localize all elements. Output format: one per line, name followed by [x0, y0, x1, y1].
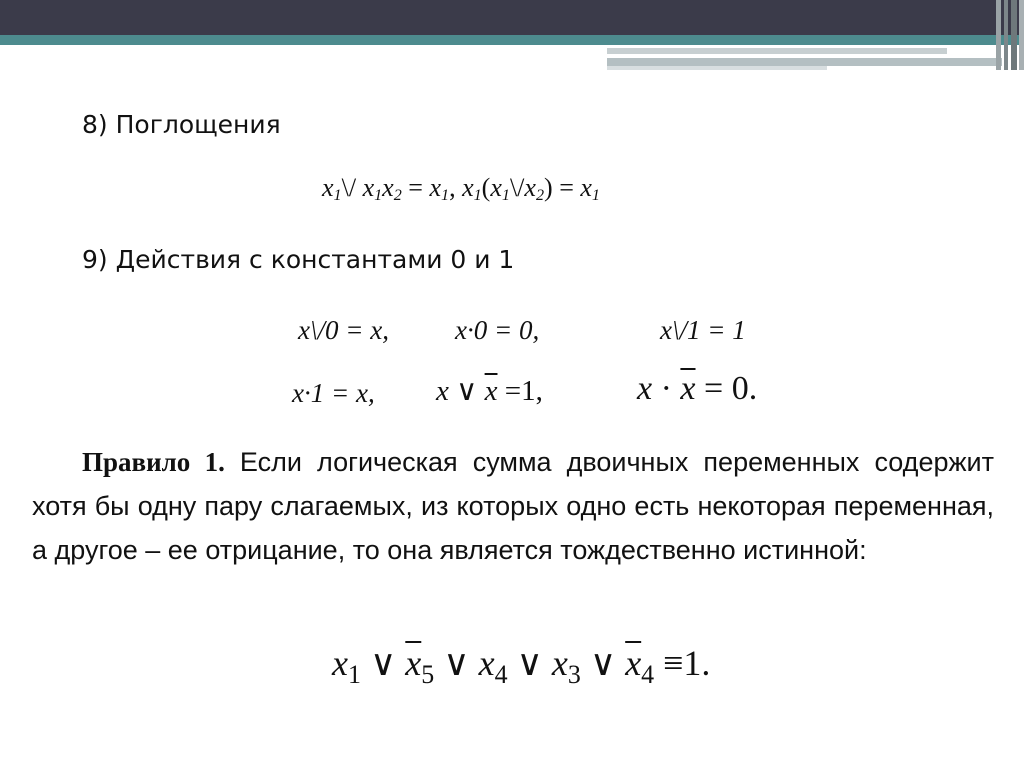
slide-accent-strip	[607, 48, 947, 54]
final-formula: $x_1$ ∨ $\overline{x}_5$ ∨ $x_4$ ∨ $x_3$ ∨ $\overline{x}_4 \equiv 1$.	[332, 643, 711, 689]
formula-and-zero: x·0 = 0,	[455, 315, 540, 345]
rule-paragraph	[32, 440, 994, 572]
absorption-formula: $x_1\backslash/$ $x_1x_2 = x_1$, $x_1(x_1\backslash/x_2) = x_1$	[322, 173, 600, 205]
slide-top-bar	[0, 0, 1024, 35]
slide-corner-bar	[1011, 0, 1017, 70]
slide-corner-bar	[996, 0, 1001, 70]
slide-corner-bar	[1004, 0, 1008, 70]
section-9-heading: 9) Действия с константами 0 и 1	[82, 245, 515, 274]
formula-and-negation: $x \cdot \overline{x} = 0$.	[637, 370, 758, 407]
rule-text: Если логическая сумма двоичных переменных содержит хотя бы одну пару слагаемых, из которых одно есть некоторая переменная, а другое – ее отрицание, то она является тождественно истинной:	[32, 447, 994, 565]
formula-or-one: x\/1 = 1	[660, 315, 746, 345]
rule-title: Правило 1.	[82, 447, 225, 477]
formula-and-one: x·1 = x,	[292, 378, 375, 408]
slide-accent-strip	[607, 66, 827, 70]
formula-or-negation: x ∨ $\overline{x} =1$,	[436, 375, 543, 407]
slide-corner-bar	[1019, 0, 1024, 70]
section-8-heading: 8) Поглощения	[82, 110, 281, 139]
slide-accent-strip	[607, 58, 1002, 66]
slide-teal-band	[0, 35, 1024, 45]
formula-or-zero: x\/0 = x,	[298, 315, 389, 345]
